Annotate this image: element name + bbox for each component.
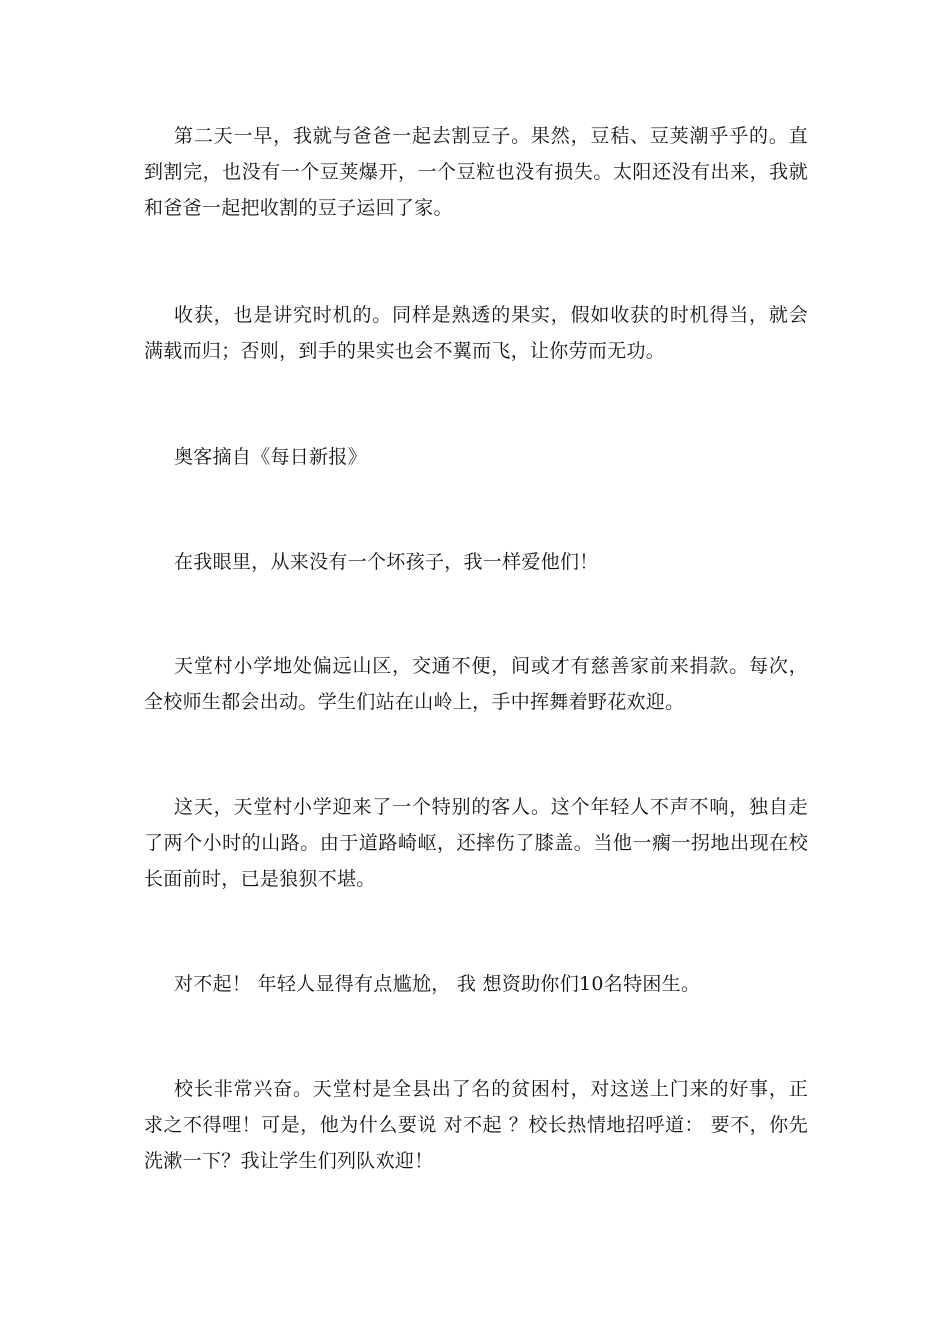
paragraph-no-bad-child: 在我眼里，从来没有一个坏孩子，我一样爱他们！ <box>174 551 599 573</box>
paragraph-special-guest: 这天，天堂村小学迎来了一个特别的客人。这个年轻人不声不响，独自走了两个小时的山路。由于道路崎岖，还摔伤了膝盖。当他一瘸一拐地出现在校长面前时，已是狼狈不堪。 <box>144 796 808 890</box>
paragraph-source-attribution: 奥客摘自《每日新报》 <box>174 446 368 468</box>
paragraph-principal-response: 校长非常兴奋。天堂村是全县出了名的贫困村，对这送上门来的好事，正求之不得哩！可是，他为什么要说 对不起 ？校长热情地招呼道： 要不，你先洗漱一下？我让学生们列队欢迎！ <box>144 1078 808 1172</box>
paragraph-harvest-morning: 第二天一早，我就与爸爸一起去割豆子。果然，豆秸、豆荚潮乎乎的。直到割完，也没有一个豆荚爆开，一个豆粒也没有损失。太阳还没有出来，我就和爸爸一起把收割的豆子运回了家。 <box>144 125 808 219</box>
paragraph-harvest-timing: 收获，也是讲究时机的。同样是熟透的果实，假如收获的时机得当，就会满载而归；否则，到手的果实也会不翼而飞，让你劳而无功。 <box>144 304 808 362</box>
paragraph-apology: 对不起！ 年轻人显得有点尴尬， 我 想资助你们10名特困生。 <box>174 973 701 995</box>
paragraph-school-location: 天堂村小学地处偏远山区，交通不便，间或才有慈善家前来捐款。每次，全校师生都会出动。学生们站在山岭上，手中挥舞着野花欢迎。 <box>144 655 808 713</box>
